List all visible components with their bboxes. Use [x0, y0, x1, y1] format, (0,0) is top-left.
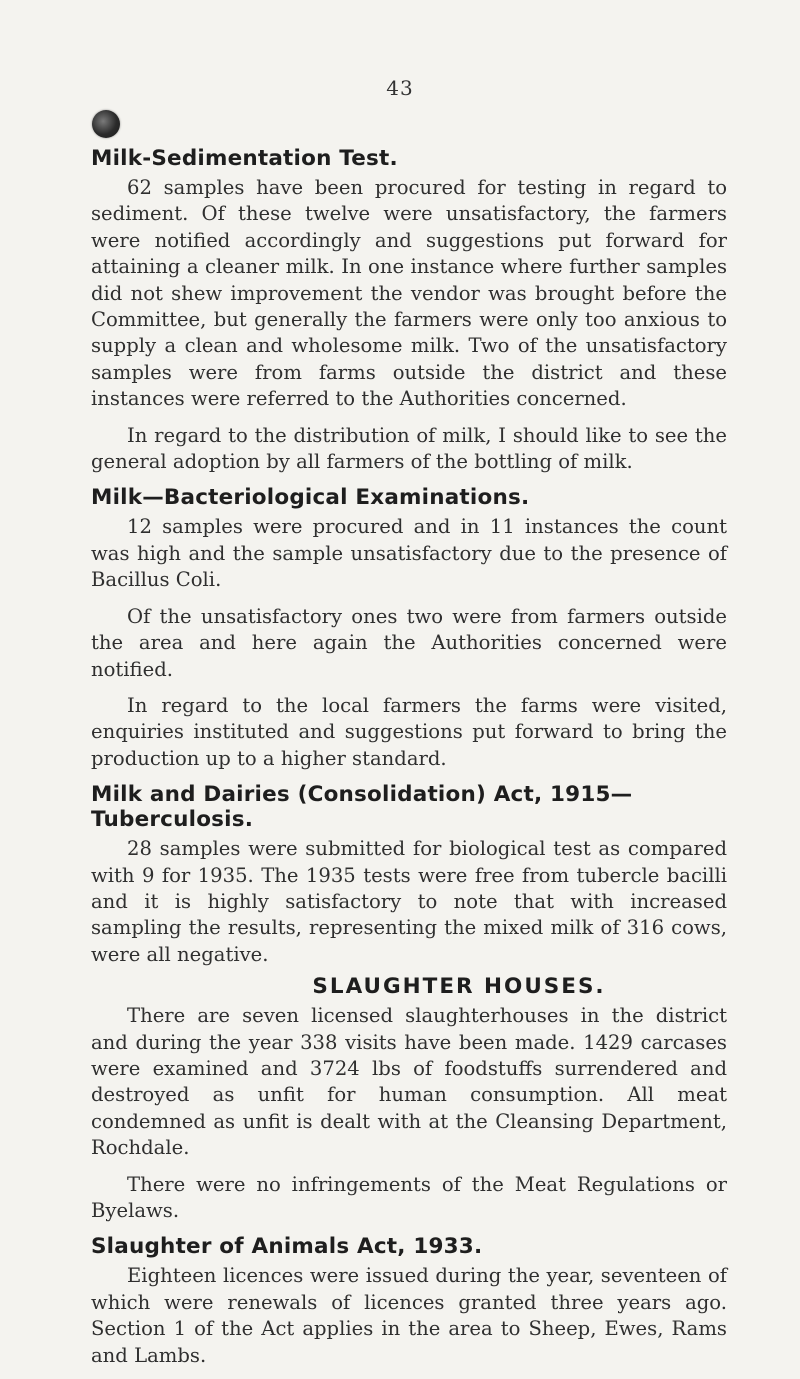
page-number: 43: [386, 76, 414, 100]
section-slaughter-houses: [91, 974, 727, 1224]
paragraph: 12 samples were procured and in 11 instances the count was high and the sample unsatisfactory due to the presence of Bacillus Coli.: [91, 515, 727, 592]
page-body: [91, 146, 727, 1379]
paragraph: In regard to the distribution of milk, I should like to see the general adoption by all farmers of the bottling of milk.: [91, 423, 727, 474]
section-heading: Milk—Bacteriological Examinations.: [91, 485, 530, 511]
section-milk-dairies-act: [91, 782, 727, 968]
section-heading: SLAUGHTER HOUSES.: [312, 974, 606, 1000]
paragraph: Eighteen licences were issued during the year, seventeen of which were renewals of licences granted three years ago. Section 1 of the Act applies in the area to Sheep, Ewes, Rams and Lambs.: [91, 1264, 727, 1367]
section-heading: Milk-Sedimentation Test.: [91, 146, 398, 171]
section-heading: Slaughter of Animals Act, 1933.: [91, 1234, 483, 1260]
paragraph: Of the unsatisfactory ones two were from farmers outside the area and here again the Authorities concerned were notified.: [91, 604, 727, 681]
paragraph: There are seven licensed slaughterhouses in the district and during the year 338 visits have been made. 1429 carcases were examined and 3724 lbs of foodstuffs surrendered and destroyed as unfit for human consumption. All meat condemned as unfit is dealt with at the Cleansing Department, Rochdale.: [91, 1004, 727, 1160]
section-heading: Milk and Dairies (Consolidation) Act, 1915—Tuberculosis.: [91, 782, 633, 833]
paragraph: There were no infringements of the Meat Regulations or Byelaws.: [91, 1172, 727, 1222]
paragraph: 62 samples have been procured for testing in regard to sediment. Of these twelve were unsatisfactory, the farmers were notified accordingly and suggestions put forward for attaining a cleaner milk. In one instance where further samples did not shew improvement the vendor was brought before the Committee, but generally the farmers were only too anxious to supply a clean and wholesome milk. Two of the unsatisfactory samples were from farms outside the district and these instances were referred to the Authorities concerned.: [91, 176, 727, 411]
paragraph: 28 samples were submitted for biological test as compared with 9 for 1935. The 1935 tests were free from tubercle bacilli and it is highly satisfactory to note that with increased sampling the results, representing the mixed milk of 316 cows, were all negative.: [91, 837, 727, 966]
paragraph: In regard to the local farmers the farms were visited, enquiries instituted and suggestions put forward to bring the production up to a higher standard.: [91, 693, 727, 770]
section-milk-sedimentation: [91, 146, 727, 475]
section-slaughter-animals-act: [91, 1234, 727, 1369]
ink-blot: [92, 110, 120, 138]
section-milk-bacteriological: [91, 485, 727, 772]
